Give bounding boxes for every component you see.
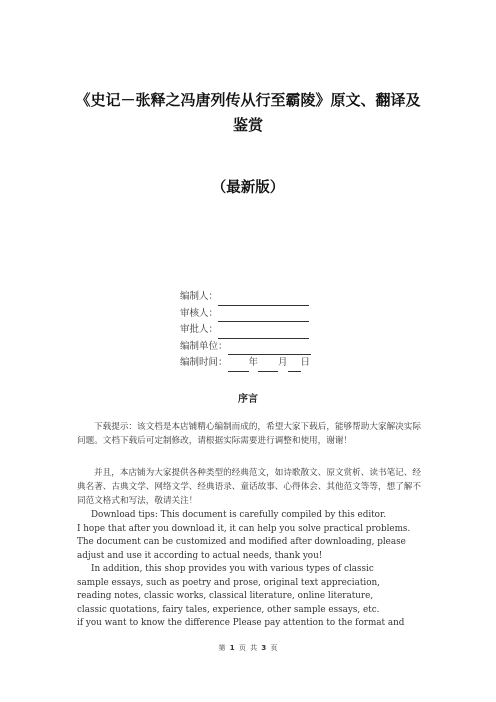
document-info-fields bbox=[180, 289, 311, 372]
year-label: 年 bbox=[248, 357, 259, 368]
en-p2-line: sample essays, such as poetry and prose, original text appreciation, bbox=[77, 577, 380, 588]
edition-label: （最新版） bbox=[211, 180, 285, 196]
en-p1-line: Download tips: This document is carefully compiled by this editor. bbox=[91, 510, 387, 520]
year-blank bbox=[228, 360, 249, 372]
preface-en-paragraph-1 bbox=[77, 509, 427, 563]
reviewer-label: 审核人： bbox=[180, 307, 219, 319]
en-p1-line: adjust and use it according to actual needs, thank you! bbox=[77, 550, 323, 561]
footer-middle: 页 共 bbox=[238, 644, 258, 652]
en-p2-line: classic quotations, fairy tales, experience, other sample essays, etc. bbox=[77, 604, 380, 615]
month-label: 月 bbox=[278, 357, 288, 368]
unit-field bbox=[180, 339, 311, 356]
preface-cn-paragraph-2: 并且，本店铺为大家提供各种类型的经典范文，如诗歌散文、原文赏析、读书笔记、经典名著、古典文学、网络文学、经典语录、童话故事、心得体会、其他范文等等，想了解不同范文格式和写法，敬请关注！ bbox=[77, 468, 421, 506]
month-blank bbox=[258, 360, 278, 372]
en-p2-line: In addition, this shop provides you with various types of classic bbox=[91, 564, 374, 574]
footer-current-page: 1 bbox=[229, 644, 235, 652]
editor-blank bbox=[218, 294, 309, 306]
time-field bbox=[180, 355, 311, 372]
en-p1-line: I hope that after you download it, it can help you solve practical problems. bbox=[77, 523, 411, 534]
unit-label: 编制单位： bbox=[180, 340, 228, 352]
reviewer-field bbox=[180, 306, 311, 323]
document-title bbox=[60, 88, 436, 138]
page-footer bbox=[0, 643, 496, 653]
preface-title: 序言 bbox=[238, 394, 258, 405]
title-line-2: 鉴赏 bbox=[232, 116, 263, 134]
reviewer-blank bbox=[218, 310, 309, 322]
time-label: 编制时间： bbox=[180, 357, 228, 368]
footer-total-pages: 3 bbox=[261, 644, 267, 652]
footer-prefix: 第 bbox=[218, 644, 226, 652]
approver-blank bbox=[218, 327, 309, 339]
preface-en-paragraph-2 bbox=[77, 563, 427, 631]
approver-label: 审批人： bbox=[180, 324, 219, 335]
day-label: 日 bbox=[300, 357, 311, 368]
preface-cn-paragraph-1: 下载提示：该文档是本店铺精心编制而成的，希望大家下载后，能够帮助大家解决实际问题。文档下载后可定制修改，请根据实际需要进行调整和使用，谢谢！ bbox=[77, 422, 421, 446]
title-line-1: 《史记－张释之冯唐列传从行至霸陵》原文、翻译及 bbox=[75, 91, 421, 109]
footer-suffix: 页 bbox=[270, 644, 278, 652]
en-p2-line: if you want to know the difference Please pay attention to the format and bbox=[77, 618, 405, 628]
en-p2-line: reading notes, classic works, classical literature, online literature, bbox=[77, 591, 374, 601]
approver-field bbox=[180, 322, 311, 339]
unit-blank bbox=[228, 343, 311, 355]
editor-label: 编制人： bbox=[180, 291, 219, 302]
en-p1-line: The document can be customized and modified after downloading, please bbox=[77, 537, 406, 547]
editor-field bbox=[180, 289, 311, 306]
day-blank bbox=[288, 360, 301, 372]
